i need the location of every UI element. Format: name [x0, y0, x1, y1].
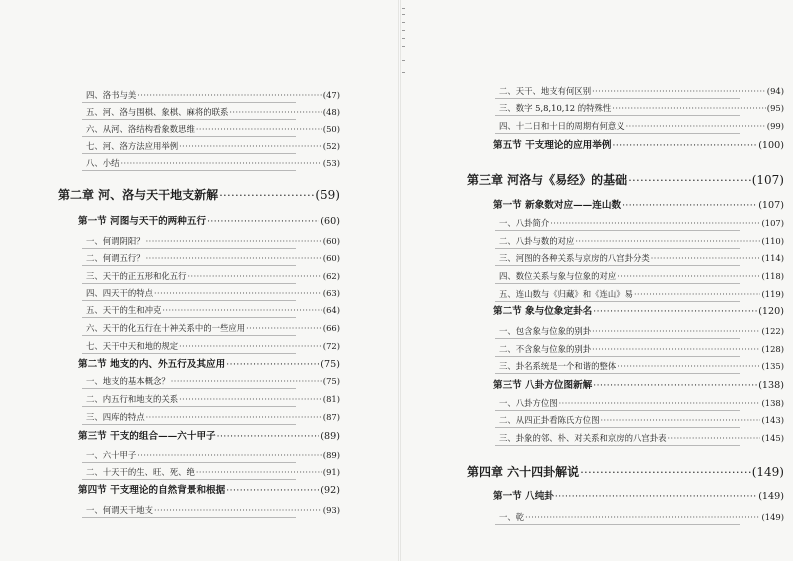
dot-leader	[154, 506, 322, 515]
dot-leader	[171, 377, 322, 386]
dot-leader	[612, 104, 766, 113]
entry-title: 四、洛书与美	[86, 90, 137, 100]
entry-page-number: (118)	[761, 271, 784, 281]
toc-item-entry	[499, 414, 784, 425]
dot-leader	[146, 254, 322, 263]
entry-underline	[82, 283, 296, 284]
entry-page-number: (107)	[761, 218, 784, 228]
entry-underline	[82, 153, 296, 154]
entry-page-number: (75)	[320, 359, 340, 369]
toc-item-entry	[86, 252, 340, 263]
entry-page-number: (149)	[758, 491, 784, 501]
dot-leader	[559, 399, 761, 408]
entry-title: 第一节 新象数对应——连山数	[493, 200, 622, 210]
entry-underline	[495, 283, 740, 284]
dot-leader	[196, 468, 322, 477]
dot-leader	[137, 451, 322, 460]
entry-page-number: (122)	[761, 326, 784, 336]
entry-underline	[82, 335, 296, 336]
toc-chapter-entry	[467, 171, 784, 187]
entry-title: 二、不含象与位象的别卦	[499, 344, 592, 354]
toc-section-entry	[493, 197, 784, 210]
entry-page-number: (145)	[761, 433, 784, 443]
dot-leader	[601, 416, 761, 425]
entry-page-number: (110)	[761, 236, 784, 246]
entry-page-number: (100)	[758, 140, 784, 150]
entry-underline	[82, 462, 296, 463]
toc-item-entry	[499, 235, 784, 246]
dot-leader	[137, 91, 322, 100]
toc-item-entry	[86, 304, 340, 315]
entry-title: 七、河、洛方法应用举例	[86, 141, 179, 151]
toc-section-entry	[78, 428, 340, 441]
dot-leader	[146, 237, 322, 246]
entry-underline	[495, 265, 740, 266]
entry-page-number: (52)	[322, 141, 340, 151]
dot-leader	[226, 486, 319, 495]
dot-leader	[592, 327, 760, 336]
entry-page-number: (62)	[322, 271, 340, 281]
toc-item-entry	[86, 393, 340, 404]
entry-title: 七、天干中天和地的规定	[86, 341, 179, 351]
entry-page-number: (60)	[322, 253, 340, 263]
entry-underline	[82, 300, 296, 301]
entry-page-number: (99)	[766, 121, 784, 131]
entry-page-number: (47)	[322, 90, 340, 100]
dot-leader	[634, 290, 760, 299]
dot-leader	[617, 362, 760, 371]
toc-item-entry	[86, 235, 340, 246]
toc-section-entry	[78, 482, 340, 495]
toc-item-entry	[499, 102, 784, 113]
dot-leader	[550, 219, 760, 228]
entry-page-number: (53)	[322, 158, 340, 168]
entry-page-number: (138)	[758, 380, 784, 390]
entry-underline	[82, 136, 296, 137]
entry-title: 一、何谓天干地支	[86, 505, 153, 515]
entry-page-number: (107)	[758, 200, 784, 210]
dot-leader	[179, 395, 322, 404]
entry-title: 一、地支的基本概念？	[86, 376, 170, 386]
entry-page-number: (114)	[761, 253, 784, 263]
entry-page-number: (75)	[322, 376, 340, 386]
dot-leader	[154, 289, 322, 298]
right-toc	[401, 0, 793, 561]
entry-title: 二、何谓五行？	[86, 253, 145, 263]
entry-title: 第二节 象与位象定卦名	[493, 306, 593, 316]
toc-item-entry	[86, 466, 340, 477]
toc-item-entry	[86, 411, 340, 422]
entry-title: 四、四天干的特点	[86, 288, 153, 298]
dot-leader	[179, 142, 322, 151]
entry-underline	[82, 479, 296, 480]
entry-title: 一、八卦简介	[499, 218, 550, 228]
entry-page-number: (143)	[761, 415, 784, 425]
right-page	[401, 0, 793, 561]
dot-leader	[179, 342, 322, 351]
toc-item-entry	[86, 270, 340, 281]
entry-title: 四、十二日和十日的周期有何意义	[499, 121, 625, 131]
dot-leader	[121, 159, 322, 168]
toc-section-entry	[493, 303, 784, 316]
entry-page-number: (87)	[322, 412, 340, 422]
toc-chapter-entry	[58, 186, 340, 202]
entry-page-number: (50)	[322, 124, 340, 134]
entry-title: 八、小结	[86, 158, 120, 168]
entry-page-number: (60)	[320, 216, 340, 226]
entry-underline	[495, 248, 740, 249]
entry-title: 三、卦名系统是一个和谐的整体	[499, 361, 617, 371]
entry-title: 第四节 干支理论的自然背景和根据	[78, 485, 226, 495]
entry-page-number: (107)	[751, 173, 784, 187]
entry-title: 一、八卦方位图	[499, 398, 558, 408]
entry-page-number: (93)	[322, 505, 340, 515]
entry-underline	[495, 301, 740, 302]
entry-page-number: (60)	[322, 236, 340, 246]
entry-underline	[495, 133, 740, 134]
entry-title: 三、数字 5,8,10,12 的特殊性	[499, 103, 612, 113]
dot-leader	[592, 345, 760, 354]
dot-leader	[668, 434, 761, 443]
entry-title: 六、从河、洛结构看象数思维	[86, 124, 195, 134]
toc-item-entry	[86, 504, 340, 515]
entry-title: 四、数位关系与象与位象的对应	[499, 271, 617, 281]
entry-title: 三、四库的特点	[86, 412, 145, 422]
toc-section-entry	[78, 356, 340, 369]
entry-page-number: (63)	[322, 288, 340, 298]
toc-item-entry	[86, 322, 340, 333]
toc-item-entry	[499, 511, 784, 522]
dot-leader	[612, 141, 757, 150]
entry-title: 二、八卦与数的对应	[499, 236, 575, 246]
dot-leader	[593, 307, 757, 316]
toc-item-entry	[499, 252, 784, 263]
entry-title: 三、河图的各种关系与京房的八宫卦分类	[499, 253, 650, 263]
dot-leader	[651, 254, 761, 263]
entry-underline	[495, 445, 740, 446]
toc-item-entry	[86, 140, 340, 151]
toc-item-entry	[86, 157, 340, 168]
entry-page-number: (81)	[322, 394, 340, 404]
dot-leader	[207, 217, 319, 226]
entry-underline	[495, 338, 740, 339]
entry-underline	[495, 356, 740, 357]
entry-underline	[495, 230, 740, 231]
entry-title: 第二节 地支的内、外五行及其应用	[78, 359, 226, 369]
entry-title: 五、天干的生和冲克	[86, 305, 162, 315]
entry-underline	[82, 406, 296, 407]
entry-underline	[82, 248, 296, 249]
dot-leader	[555, 492, 757, 501]
dot-leader	[628, 174, 751, 187]
entry-underline	[82, 517, 296, 518]
toc-section-entry	[493, 488, 784, 501]
dot-leader	[217, 432, 320, 441]
entry-underline	[82, 388, 296, 389]
entry-page-number: (94)	[766, 86, 784, 96]
entry-title: 二、从四正卦看陈氏方位图	[499, 415, 600, 425]
entry-page-number: (138)	[761, 398, 784, 408]
toc-item-entry	[86, 123, 340, 134]
toc-chapter-entry	[467, 463, 784, 479]
entry-title: 第三章 河洛与《易经》的基础	[467, 173, 628, 187]
dot-leader	[575, 237, 760, 246]
toc-item-entry	[499, 288, 784, 299]
entry-page-number: (149)	[751, 465, 784, 479]
dot-leader	[188, 272, 322, 281]
entry-title: 一、六十甲子	[86, 450, 137, 460]
entry-page-number: (59)	[315, 188, 340, 202]
toc-item-entry	[86, 340, 340, 351]
toc-item-entry	[499, 360, 784, 371]
dot-leader	[617, 272, 760, 281]
entry-page-number: (135)	[761, 361, 784, 371]
entry-title: 第四章 六十四卦解说	[467, 465, 580, 479]
entry-title: 一、包含象与位象的别卦	[499, 326, 592, 336]
dot-leader	[622, 201, 757, 210]
entry-page-number: (72)	[322, 341, 340, 351]
dot-leader	[162, 306, 321, 315]
entry-page-number: (149)	[761, 512, 784, 522]
entry-title: 一、乾	[499, 512, 525, 522]
entry-underline	[495, 373, 740, 374]
entry-page-number: (48)	[322, 107, 340, 117]
entry-title: 第三节 八卦方位图新解	[493, 380, 593, 390]
entry-title: 五、河、洛与围棋、象棋、麻将的联系	[86, 107, 229, 117]
dot-leader	[229, 108, 321, 117]
entry-page-number: (64)	[322, 305, 340, 315]
dot-leader	[525, 513, 760, 522]
toc-section-entry	[78, 213, 340, 226]
dot-leader	[246, 324, 322, 333]
entry-title: 一、何谓阴阳？	[86, 236, 145, 246]
entry-title: 三、天干的正五形和化五行	[86, 271, 187, 281]
entry-underline	[82, 170, 296, 171]
toc-item-entry	[499, 397, 784, 408]
entry-title: 二、十天干的生、旺、死、绝	[86, 467, 195, 477]
entry-underline	[82, 424, 296, 425]
entry-title: 五、连山数与《归藏》和《连山》易	[499, 289, 633, 299]
entry-page-number: (89)	[322, 450, 340, 460]
entry-title: 第一节 八纯卦	[493, 491, 554, 501]
entry-underline	[82, 119, 296, 120]
toc-item-entry	[499, 217, 784, 228]
entry-page-number: (120)	[758, 306, 784, 316]
entry-underline	[82, 317, 296, 318]
dot-leader	[580, 466, 751, 479]
entry-title: 第二章 河、洛与天干地支新解	[58, 188, 219, 202]
entry-page-number: (92)	[320, 485, 340, 495]
dot-leader	[592, 87, 766, 96]
dot-leader	[146, 413, 322, 422]
entry-page-number: (95)	[766, 103, 784, 113]
entry-title: 第五节 干支理论的应用举例	[493, 140, 612, 150]
entry-page-number: (91)	[322, 467, 340, 477]
dot-leader	[593, 381, 757, 390]
entry-page-number: (89)	[320, 431, 340, 441]
toc-item-entry	[86, 89, 340, 100]
toc-item-entry	[86, 375, 340, 386]
toc-item-entry	[86, 106, 340, 117]
entry-title: 二、内五行和地支的关系	[86, 394, 179, 404]
entry-underline	[82, 265, 296, 266]
toc-item-entry	[86, 449, 340, 460]
dot-leader	[196, 125, 322, 134]
dot-leader	[626, 122, 766, 131]
entry-underline	[495, 524, 740, 525]
toc-item-entry	[499, 270, 784, 281]
entry-title: 第三节 干支的组合——六十甲子	[78, 431, 216, 441]
entry-title: 三、卦象的邻、朴、对关系和京房的八宫卦表	[499, 433, 667, 443]
entry-underline	[495, 98, 740, 99]
entry-underline	[82, 353, 296, 354]
dot-leader	[219, 189, 314, 202]
entry-title: 六、天干的化五行在十神关系中的一些应用	[86, 323, 246, 333]
entry-title: 二、天干、地支有何区别	[499, 86, 592, 96]
entry-underline	[495, 427, 740, 428]
entry-page-number: (128)	[761, 344, 784, 354]
toc-section-entry	[493, 377, 784, 390]
toc-item-entry	[499, 325, 784, 336]
entry-title: 第一节 河图与天干的两种五行	[78, 216, 207, 226]
toc-item-entry	[499, 85, 784, 96]
dot-leader	[226, 360, 319, 369]
entry-underline	[495, 410, 740, 411]
entry-page-number: (119)	[761, 289, 784, 299]
toc-item-entry	[499, 120, 784, 131]
toc-item-entry	[499, 343, 784, 354]
entry-underline	[495, 115, 740, 116]
toc-section-entry	[493, 137, 784, 150]
entry-page-number: (66)	[322, 323, 340, 333]
toc-item-entry	[86, 287, 340, 298]
entry-underline	[82, 102, 296, 103]
toc-item-entry	[499, 432, 784, 443]
